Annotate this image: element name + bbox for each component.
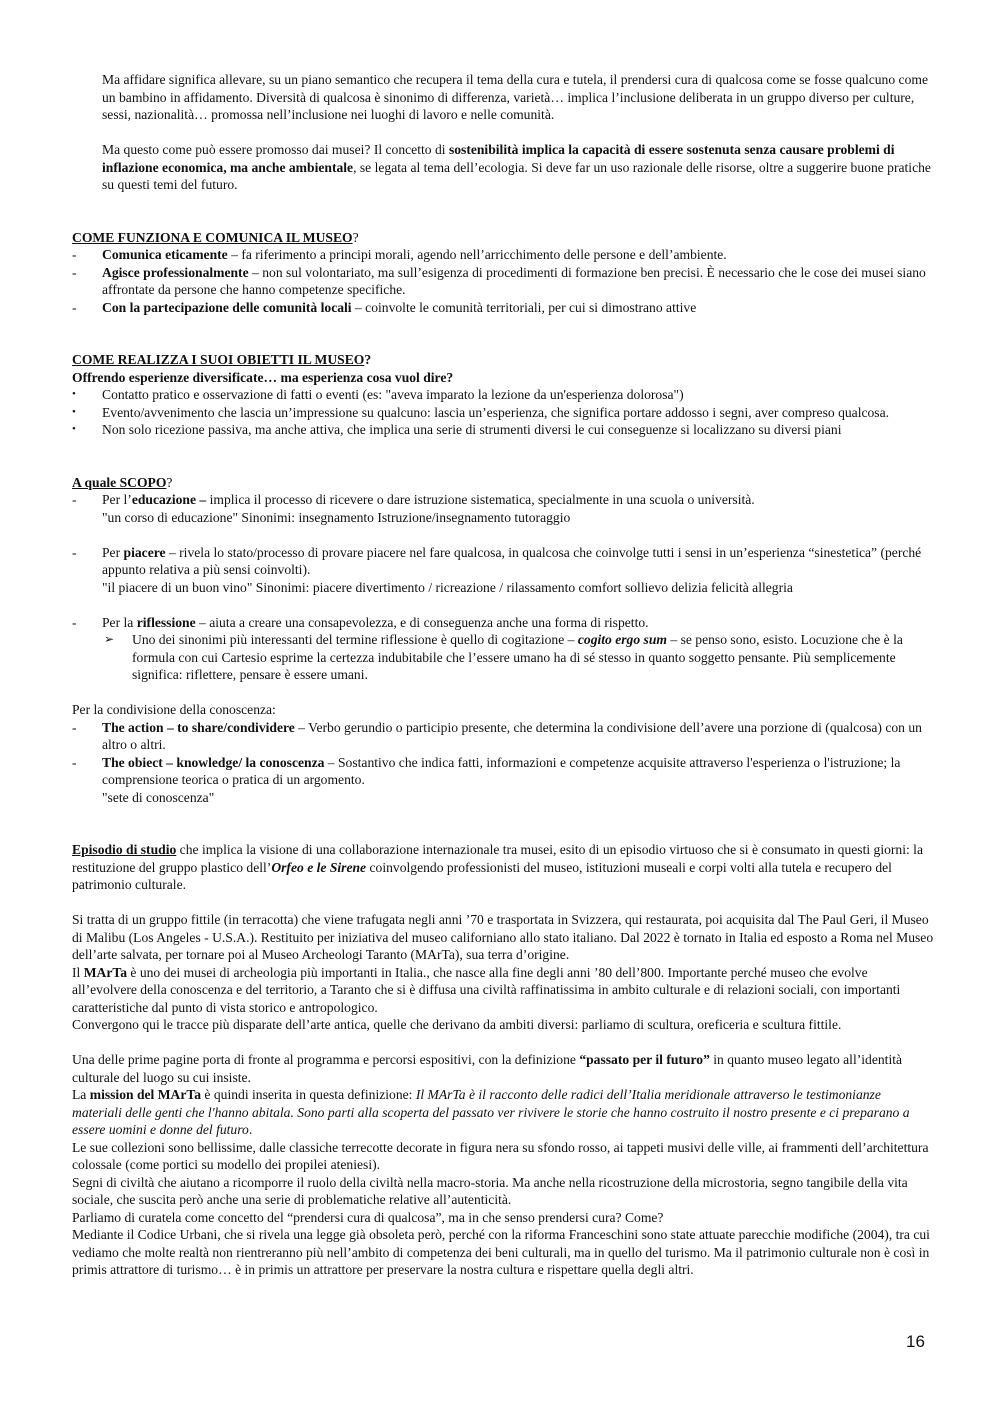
- list-item: • Non solo ricezione passiva, ma anche attiva, che implica una serie di strumenti diversi le cui conseguenze si localizzano su diversi piani: [72, 421, 934, 439]
- episode-paragraph-9: Parliamo di curatela come concetto del “prendersi cura di qualcosa”, ma in che senso prendersi cura? Come?: [72, 1209, 664, 1225]
- arrow-bullet-icon: ➢: [104, 632, 115, 646]
- intro-p2-bold: sostenibilità implica la capacità di essere sostenuta senza causare problemi di inflazione economica, ma anche ambientale: [102, 142, 895, 175]
- list-item: - Comunica eticamente – fa riferimento a principi morali, agendo nell’arricchimento delle persone e dell’ambiente.: [72, 246, 934, 264]
- list-item-educazione: - Per l’educazione – implica il processo di ricevere o dare istruzione sistematica, specialmente in una scuola o università. "un corso di educazione" Sinonimi: insegnamento Istruzione/insegnamento tutoraggio: [72, 491, 934, 526]
- list-item: - Con la partecipazione delle comunità locali – coinvolte le comunità territoriali, per cui si dimostrano attive: [72, 299, 934, 317]
- synonyms-line: "un corso di educazione" Sinonimi: insegnamento Istruzione/insegnamento tutoraggio: [102, 509, 571, 525]
- episode-paragraph-1: Episodio di studio che implica la visione di una collaborazione internazionale tra musei, esito di un episodio virtuoso che si è consumato in questi giorni: la restituzione del gruppo plastico dell’Orfeo e le Sirene coinvolgendo professionisti del museo, istituzioni museali e corpi volti alla tutela e recupero del patrimonio culturale.: [72, 842, 923, 892]
- list-item-riflessione: - Per la riflessione – aiuta a creare una consapevolezza, e di conseguenza anche una forma di rispetto.: [72, 614, 934, 632]
- episode-paragraph-8: Segni di civiltà che aiutano a ricomporre il ruolo della civiltà nella macro-storia. Ma anche nella ricostruzione della microstoria, segno tangibile della vita sociale, che suscita però anche una serie di problematiche relative all’autenticità.: [72, 1174, 908, 1207]
- quote-line: "sete di conoscenza": [102, 789, 215, 805]
- list-item: • Contatto pratico e osservazione di fatti o eventi (es: "aveva imparato la lezione da un'esperienza dolorosa"): [72, 386, 934, 404]
- document-page: [72, 71, 934, 1279]
- intro-p2-text-c: , se legata al tema dell’ecologia. Si deve far un uso razionale delle risorse, oltre a suggerire buone pratiche su questi temi del futuro.: [102, 159, 931, 192]
- intro-paragraph-2: [72, 141, 934, 194]
- page-number: 16: [906, 1332, 925, 1351]
- episode-paragraph-2: Si tratta di un gruppo fittile (in terracotta) che viene trafugata negli anni ’70 e trasportata in Svizzera, qui restaurata, poi acquisita dal The Paul Geri, il Museo di Malibu (Los Angeles - U.S.A.). Restituito per iniziativa del museo californiano allo stato italiano. Dal 2022 è tornato in Italia ed esposto a Roma nel Museo dell’arte salvata, per tornare poi al Museo Archeologi Taranto (MArTa), sua terra d’origine.: [72, 912, 934, 962]
- list-item-object: - The obiect – knowledge/ la conoscenza – Sostantivo che indica fatti, informazioni e competenze acquisite attraverso l'esperienza o l'istruzione; la comprensione teorica o pratica di un argomento. "sete di conoscenza": [72, 754, 934, 807]
- list-item: - Agisce professionalmente – non sul volontariato, ma sull’esigenza di procedimenti di formazione ben precisi. È necessario che le cose dei musei siano affrontate da persone che hanno competenze specifiche.: [72, 264, 934, 299]
- episode-paragraph-5: Una delle prime pagine porta di fronte al programma e percorsi espositivi, con la definizione “passato per il futuro” in quanto museo legato all’identità culturale del luogo su cui insiste.: [72, 1052, 903, 1085]
- episode-paragraph-4: Convergono qui le tracce più disparate dell’arte antica, quelle che derivano da ambiti diversi: parliamo di scultura, oreficeria e scultura fittile.: [72, 1017, 842, 1032]
- episode-paragraph-10: Mediante il Codice Urbani, che si rivela una legge già obsoleta però, perché con la riforma Franceschini sono state attuate parecchie modifiche (2004), tra cui vediamo che molte realtà non rientreranno più nell’ambito di competenza dei beni culturali, ma in quello del turismo. Ma il patrimonio culturale non è così in primis attrattore di turismo… è in primis un attrattore per preservare la nostra cultura e rispettare quella degli altri.: [72, 1227, 930, 1277]
- section-heading-obiettivi: COME REALIZZA I SUOI OBIETTI IL MUSEO?: [72, 352, 372, 367]
- intro-paragraph-1: Ma affidare significa allevare, su un piano semantico che recupera il tema della cura e tutela, il prendersi cura di qualcosa come se fosse qualcuno come un bambino in affidamento. Diversità di qualcosa è sinonimo di differenza, varietà… implica l’inclusione deliberata in un gruppo diverso per culture, sessi, nazionalità… promossa nell’inclusione nei luoghi di lavoro e nelle comunità.: [102, 72, 928, 122]
- arrow-sub-item: ➢ Uno dei sinonimi più interessanti del termine riflessione è quello di cogitazione – cogito ergo sum – se penso sono, esisto. Locuzione che è la formula con cui Cartesio esprime la certezza indubitabile che l’essere umano ha di sé stesso in quanto soggetto pensante. Più semplicemente significa: riflettere, pensare è essere umani.: [104, 632, 903, 682]
- section-subheading: Offrendo esperienze diversificate… ma esperienza cosa vuol dire?: [72, 369, 454, 385]
- synonyms-line: "il piacere di un buon vino" Sinonimi: piacere divertimento / ricreazione / rilassamento comfort sollievo delizia felicità allegria: [102, 579, 793, 595]
- section-heading-funziona: COME FUNZIONA E COMUNICA IL MUSEO?: [72, 229, 359, 245]
- list-item: • Evento/avvenimento che lascia un’impressione su qualcuno: lascia un’esperienza, che significa portare addosso i segni, aver compreso qualcosa.: [72, 404, 934, 422]
- episode-paragraph-3: Il MArTa è uno dei musei di archeologia più importanti in Italia., che nasce alla fine degli anni ’80 dell’800. Importante perché museo che evolve all’evolvere della conoscenza e del territorio, a Taranto che si è diffusa una civiltà raffinatissima in ambito culturale e di relazioni sociali, con importanti caratteristiche dal punto di vista storico e antropologico.: [72, 964, 901, 1015]
- episode-paragraph-7: Le sue collezioni sono bellissime, dalle classiche terrecotte decorate in figura nera su sfondo rosso, ai tappeti musivi delle ville, ai frammenti dell’architettura colossale (come portici su modello dei propilei ateniesi).: [72, 1139, 929, 1172]
- list-item-action: - The action – to share/condividere – Verbo gerundio o participio presente, che determina la condivisione dell’avere una porzione di (qualcosa) con un altro o altri.: [72, 719, 934, 754]
- intro-p2-text-a: Ma questo come può essere promosso dai musei? Il concetto di: [102, 142, 449, 157]
- list-item-piacere: - Per piacere – rivela lo stato/processo di provare piacere nel fare qualcosa, in qualcosa che coinvolge tutti i sensi in un’esperienza “sinestetica” (perché appunto relativa a più sensi coinvolti). "il piacere di un buon vino" Sinonimi: piacere divertimento / ricreazione / rilassamento comfort sollievo delizia felicità allegria: [72, 544, 934, 597]
- episode-paragraph-6: La mission del MArTa è quindi inserita in questa definizione: Il MArTa è il racconto delle radici dell’Italia meridionale attraverso le testimonianze materiali delle genti che l'hanno abitala. Sono parti alla scoperta del passato ver rivivere le storie che hanno costruito il nostro presente e ci preparano a essere uomini e donne del futuro.: [72, 1087, 910, 1137]
- sharing-intro: Per la condivisione della conoscenza:: [72, 702, 276, 717]
- section-heading-scopo: A quale SCOPO?: [72, 474, 173, 490]
